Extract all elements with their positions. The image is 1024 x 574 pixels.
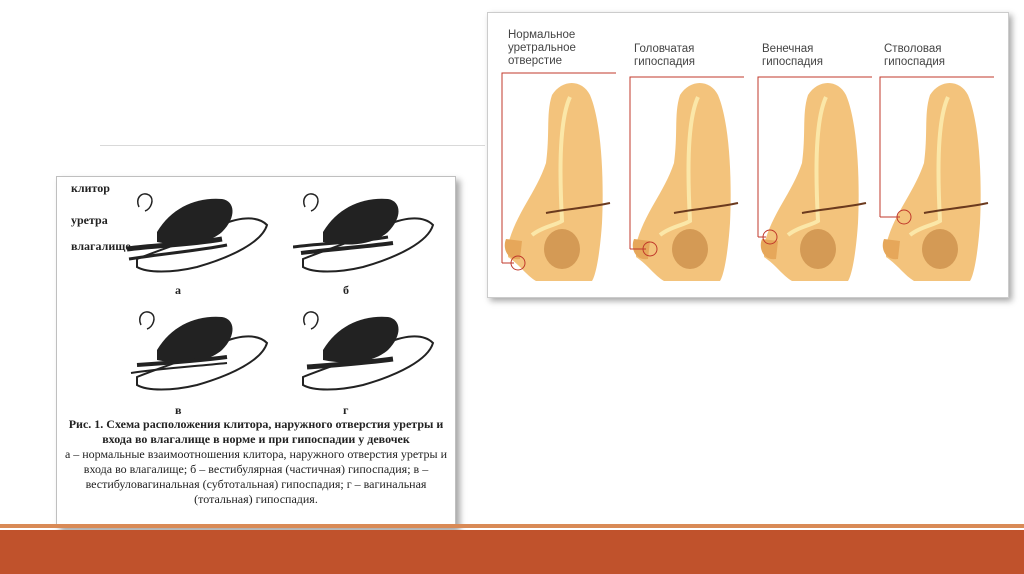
column-label-coronal-line1: Венечная — [762, 43, 814, 55]
panel-letter-g: г — [343, 403, 349, 417]
label-urethra: уретра — [71, 213, 108, 227]
figure-caption-title: Рис. 1. Схема расположения клитора, наружного отверстия уретры и входа во влагалище в норме и при гипоспадии у девочек — [68, 417, 444, 446]
diagram-panel-a — [127, 187, 277, 282]
column-label-glanular-line1: Головчатая — [634, 43, 695, 55]
slide-divider-line — [100, 145, 485, 146]
figure-caption — [61, 417, 451, 507]
column-label-penile-line1: Стволовая — [884, 43, 942, 55]
diagram-panel-b — [293, 187, 443, 282]
panel-letter-a: а — [175, 283, 181, 297]
panel-letter-v: в — [175, 403, 182, 417]
column-label-coronal-line2: гипоспадия — [762, 56, 823, 68]
label-vagina: влагалище — [71, 239, 131, 253]
accent-bar — [0, 530, 1024, 574]
anatomy-column-2 — [630, 77, 744, 281]
column-label-normal-line1: Нормальное — [508, 29, 576, 41]
testis — [922, 229, 958, 269]
panel-letter-b: б — [343, 283, 349, 297]
testis — [544, 229, 580, 269]
anatomy-illustrations — [488, 13, 1008, 297]
column-label-glanular-line2: гипоспадия — [634, 56, 695, 68]
testis — [800, 229, 836, 269]
label-clitoris: клитор — [71, 181, 110, 195]
column-label-penile-line2: гипоспадия — [884, 56, 945, 68]
figure-caption-body: а – нормальные взаимоотношения клитора, наружного отверстия уретры и входа во влагалище; б – вестибулярная (частичная) гипоспадия; в – вестибуловагинальная (субтотальная) гипоспадия; г – вагинальная (тотальная) гипоспадия. — [64, 447, 448, 506]
diagram-panel-v — [127, 305, 277, 400]
diagram-panel-g — [293, 305, 443, 400]
anatomy-column-3 — [758, 77, 872, 281]
anatomy-column-1 — [502, 73, 616, 281]
male-hypospadias-figure — [487, 12, 1009, 298]
anatomy-column-4 — [880, 77, 994, 281]
accent-bar-thin — [0, 524, 1024, 528]
glans — [883, 239, 900, 259]
column-label-normal-line3: отверстие — [508, 55, 563, 67]
column-label-normal-line2: уретральное — [508, 42, 576, 54]
testis — [672, 229, 708, 269]
female-hypospadias-figure — [56, 176, 456, 528]
